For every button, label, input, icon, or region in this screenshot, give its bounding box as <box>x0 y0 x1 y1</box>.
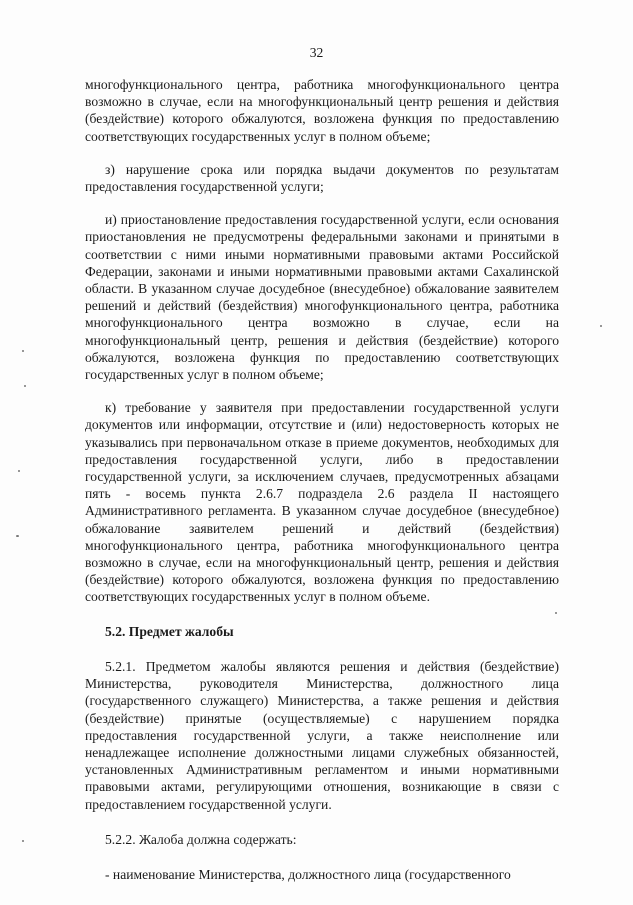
scan-speck <box>18 470 20 472</box>
paragraph-5-2-1: 5.2.1. Предметом жалобы являются решения и действия (бездействие) Министерства, руководителя Министерства, должностного лица (государственного служащего) Министерства, а также решения и действия (бездействие) принятые (осуществляемые) с нарушением порядка предоставления государственной услуги, а также неисполнение или ненадлежащее исполнение должностными лицами служебных обязанностей, установленных Административным регламентом и иными нормативными правовыми актами, регулирующими отношения, возникающие в связи с предоставлением государственной услуги. <box>85 658 559 812</box>
scan-speck <box>22 350 24 352</box>
scan-speck <box>555 612 557 614</box>
paragraph-list-item: - наименование Министерства, должностного лица (государственного <box>105 866 511 882</box>
paragraph-item-i: и) приостановление предоставления государственной услуги, если основания приостановления не предусмотрены федеральными законами и принятыми в соответствии с ними иными нормативными правовыми актами Российской Федерации, законами и иными нормативными правовыми актами Сахалинской области. В указанном случае досудебное (внесудебное) обжалование заявителем решений и действий (бездействия) многофункционального центра, работника многофункционального центра возможно в случае, если на многофункциональный центр, решения и действия (бездействие) которого обжалуются, возложена функция по предоставлению соответствующих государственных услуг в полном объеме; <box>85 212 559 383</box>
section-heading: 5.2. Предмет жалобы <box>105 623 234 639</box>
paragraph-item-z: з) нарушение срока или порядка выдачи документов по результатам предоставления государственной услуги; <box>85 161 559 195</box>
scan-speck <box>24 385 26 387</box>
document-body <box>85 76 559 883</box>
page-number: 32 <box>309 45 324 60</box>
paragraph-item-k: к) требование у заявителя при предоставлении государственной услуги документов или информации, отсутствие и (или) недостоверность которых не указывались при первоначальном отказе в приеме документов, необходимых для предоставления государственной услуги, либо в предоставлении государственной услуги, за исключением случаев, предусмотренных абзацами пять - восемь пункта 2.6.7 подраздела 2.6 раздела II настоящего Административного регламента. В указанном случае досудебное (внесудебное) обжалование заявителем решений и действий (бездействия) многофункционального центра, работника многофункционального центра возможно в случае, если на многофункциональный центр, решения и действия (бездействие) которого обжалуются, возложена функция по предоставлению соответствующих государственных услуг в полном объеме. <box>85 400 559 605</box>
scan-speck <box>22 840 24 842</box>
scan-speck <box>600 325 602 327</box>
paragraph-5-2-2: 5.2.2. Жалоба должна содержать: <box>105 831 297 847</box>
paragraph-continuation: многофункционального центра, работника многофункционального центра возможно в случае, если на многофункциональный центр решения и действия (бездействие) которого обжалуются, возложена функция по предоставлению соответствующих государственных услуг в полном объеме; <box>85 77 559 144</box>
scan-speck <box>16 535 19 537</box>
